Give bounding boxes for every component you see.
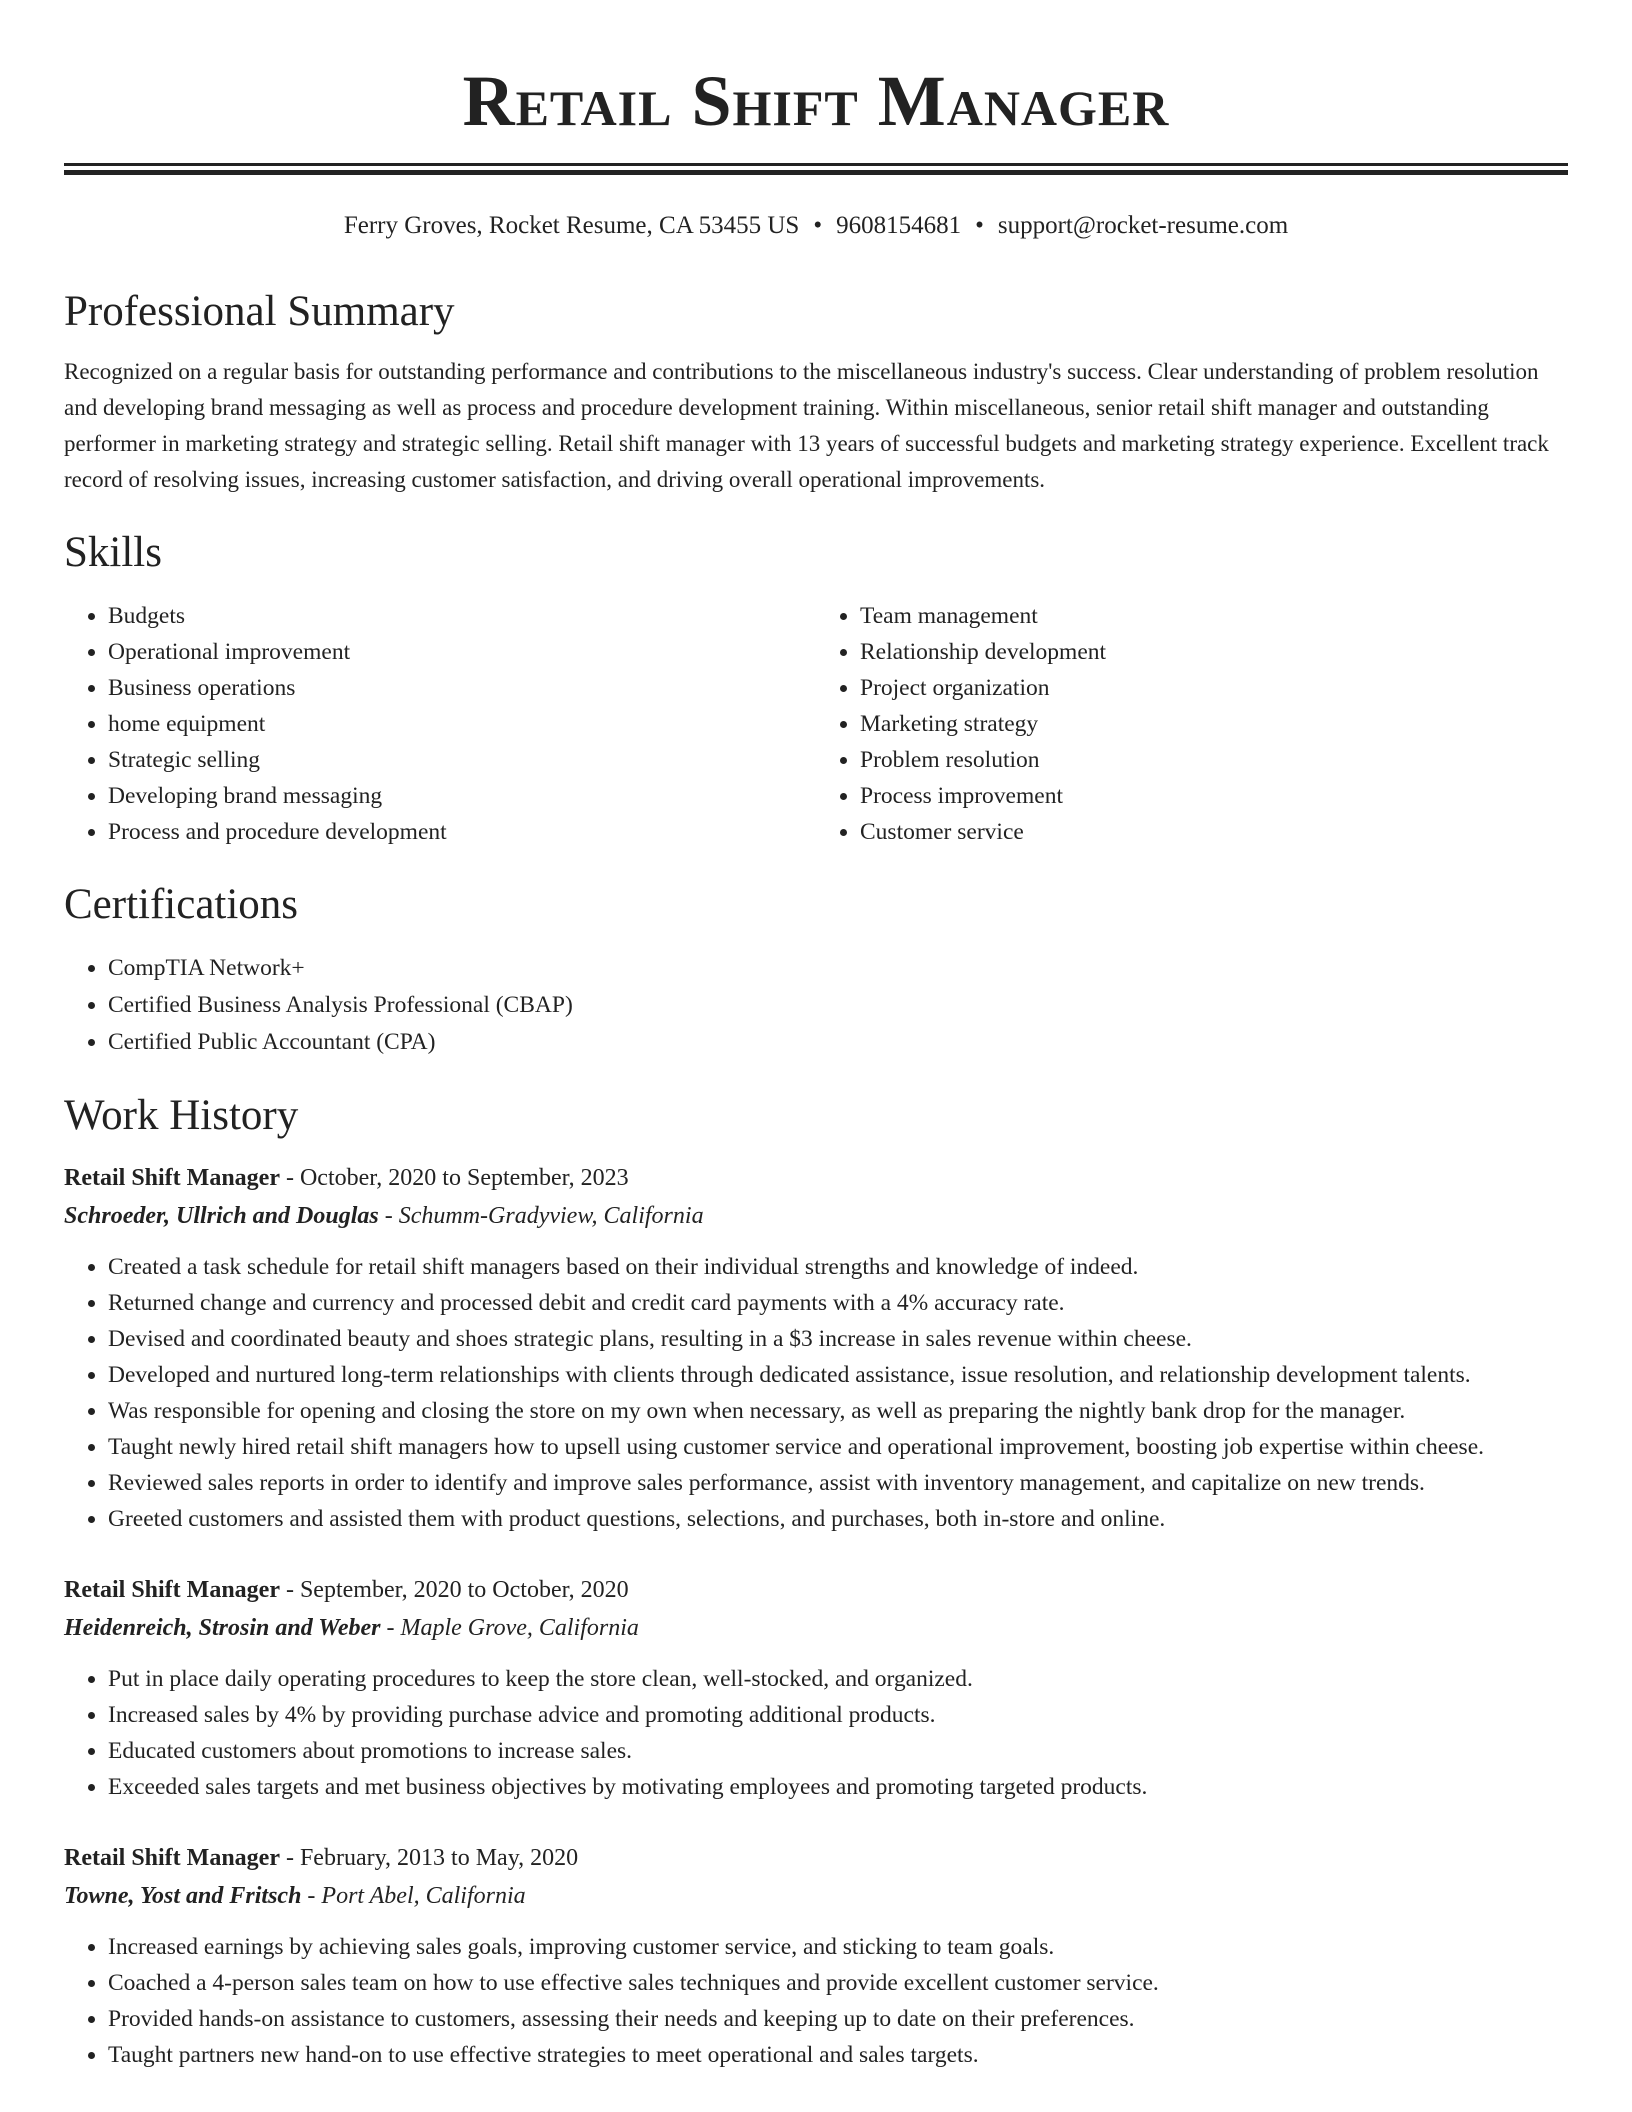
header-rule-bottom	[64, 170, 1568, 175]
job-title-line	[64, 1839, 1568, 1877]
job-role: Retail Shift Manager	[64, 1845, 280, 1871]
job-bullet: • Devised and coordinated beauty and shoes strategic plans, resulting in a $3 increase in sales revenue within cheese.	[108, 1321, 1568, 1357]
job-entry	[64, 1159, 1568, 1537]
section-title-summary: Professional Summary	[64, 288, 455, 335]
job-dates: - October, 2020 to September, 2023	[279, 1165, 629, 1191]
skill-item: • Operational improvement	[108, 634, 816, 670]
skill-item: • Process and procedure development	[108, 814, 816, 850]
job-bullet: • Greeted customers and assisted them with product questions, selections, and purchases, both in-store and online.	[108, 1501, 1568, 1537]
job-bullet: • Returned change and currency and processed debit and credit card payments with a 4% accuracy rate.	[108, 1285, 1568, 1321]
skill-item: • home equipment	[108, 706, 816, 742]
section-title-work-history: Work History	[64, 1092, 299, 1139]
skill-item: • Process improvement	[860, 778, 1568, 814]
job-bullet: • Increased sales by 4% by providing purchase advice and promoting additional products.	[108, 1697, 1568, 1733]
resume-name: Retail Shift Manager	[462, 61, 1170, 141]
job-bullet: • Was responsible for opening and closing the store on my own when necessary, as well as preparing the nightly bank drop for the manager.	[108, 1393, 1568, 1429]
job-bullet: • Educated customers about promotions to increase sales.	[108, 1733, 1568, 1769]
skill-item: • Customer service	[860, 814, 1568, 850]
job-company-line	[64, 1609, 1568, 1647]
skill-item: • Problem resolution	[860, 742, 1568, 778]
job-title-line	[64, 1159, 1568, 1197]
resume-page	[64, 0, 1568, 2073]
contact-email: support@rocket-resume.com	[997, 212, 1289, 239]
job-bullet: • Exceeded sales targets and met business objectives by motivating employees and promoting targeted products.	[108, 1769, 1568, 1805]
job-bullets	[64, 1249, 1568, 1537]
job-entry	[64, 1571, 1568, 1805]
job-bullet: • Coached a 4-person sales team on how to use effective sales techniques and provide excellent customer service.	[108, 1965, 1568, 2001]
skill-item: • Developing brand messaging	[108, 778, 816, 814]
job-bullet: • Taught partners new hand-on to use effective strategies to meet operational and sales targets.	[108, 2037, 1568, 2073]
job-dates: - September, 2020 to October, 2020	[279, 1577, 629, 1603]
job-company-line	[64, 1877, 1568, 1915]
job-company: Towne, Yost and Fritsch	[64, 1883, 302, 1909]
skill-item: • Team management	[860, 598, 1568, 634]
job-location: - Schumm-Gradyview, California	[378, 1203, 704, 1229]
contact-line	[64, 209, 1568, 243]
contact-separator: •	[975, 212, 984, 239]
certification-item: • Certified Business Analysis Professional (CBAP)	[108, 987, 1568, 1024]
skill-item: • Budgets	[108, 598, 816, 634]
job-bullet: • Increased earnings by achieving sales goals, improving customer service, and sticking to team goals.	[108, 1929, 1568, 1965]
skill-item: • Marketing strategy	[860, 706, 1568, 742]
job-company: Schroeder, Ullrich and Douglas	[64, 1203, 379, 1229]
job-role: Retail Shift Manager	[64, 1577, 280, 1603]
section-title-certifications: Certifications	[64, 881, 299, 928]
job-company: Heidenreich, Strosin and Weber	[64, 1615, 381, 1641]
skills-columns	[64, 598, 1568, 850]
summary-text: Recognized on a regular basis for outstanding performance and contributions to the miscellaneous industry's success. Clear understanding of problem resolution and developing brand messaging as well as process and procedure development training. Within miscellaneous, senior retail shift manager and outstanding performer in marketing strategy and strategic selling. Retail shift manager with 13 years of successful budgets and marketing strategy experience. Excellent track record of resolving issues, increasing customer satisfaction, and driving overall operational improvements.	[64, 359, 1549, 492]
job-location: - Port Abel, California	[301, 1883, 526, 1909]
section-title-skills: Skills	[64, 529, 162, 576]
job-dates: - February, 2013 to May, 2020	[279, 1845, 579, 1871]
skill-item: • Strategic selling	[108, 742, 816, 778]
job-bullets	[64, 1661, 1568, 1805]
job-role: Retail Shift Manager	[64, 1165, 280, 1191]
job-bullet: • Developed and nurtured long-term relationships with clients through dedicated assistance, issue resolution, and relationship development talents.	[108, 1357, 1568, 1393]
job-company-line	[64, 1197, 1568, 1235]
certification-item: • Certified Public Accountant (CPA)	[108, 1024, 1568, 1061]
certification-item: • CompTIA Network+	[108, 950, 1568, 987]
job-bullet: • Provided hands-on assistance to customers, assessing their needs and keeping up to date on their preferences.	[108, 2001, 1568, 2037]
job-bullet: • Reviewed sales reports in order to identify and improve sales performance, assist with inventory management, and capitalize on new trends.	[108, 1465, 1568, 1501]
skill-item: • Project organization	[860, 670, 1568, 706]
job-title-line	[64, 1571, 1568, 1609]
header-rule-top	[64, 163, 1568, 166]
certifications-list	[64, 950, 1568, 1061]
job-bullets	[64, 1929, 1568, 2073]
job-entry	[64, 1839, 1568, 2073]
contact-phone: 9608154681	[836, 212, 962, 239]
job-location: - Maple Grove, California	[380, 1615, 639, 1641]
contact-separator: •	[813, 212, 823, 239]
job-bullet: • Created a task schedule for retail shift managers based on their individual strengths and knowledge of indeed.	[108, 1249, 1568, 1285]
skills-list-right	[816, 598, 1568, 850]
skill-item: • Relationship development	[860, 634, 1568, 670]
job-bullet: • Put in place daily operating procedures to keep the store clean, well-stocked, and organized.	[108, 1661, 1568, 1697]
skills-list-left	[64, 598, 816, 850]
contact-address: Ferry Groves, Rocket Resume, CA 53455 US	[343, 212, 800, 239]
job-bullet: • Taught newly hired retail shift managers how to upsell using customer service and operational improvement, boosting job expertise within cheese.	[108, 1429, 1568, 1465]
skill-item: • Business operations	[108, 670, 816, 706]
